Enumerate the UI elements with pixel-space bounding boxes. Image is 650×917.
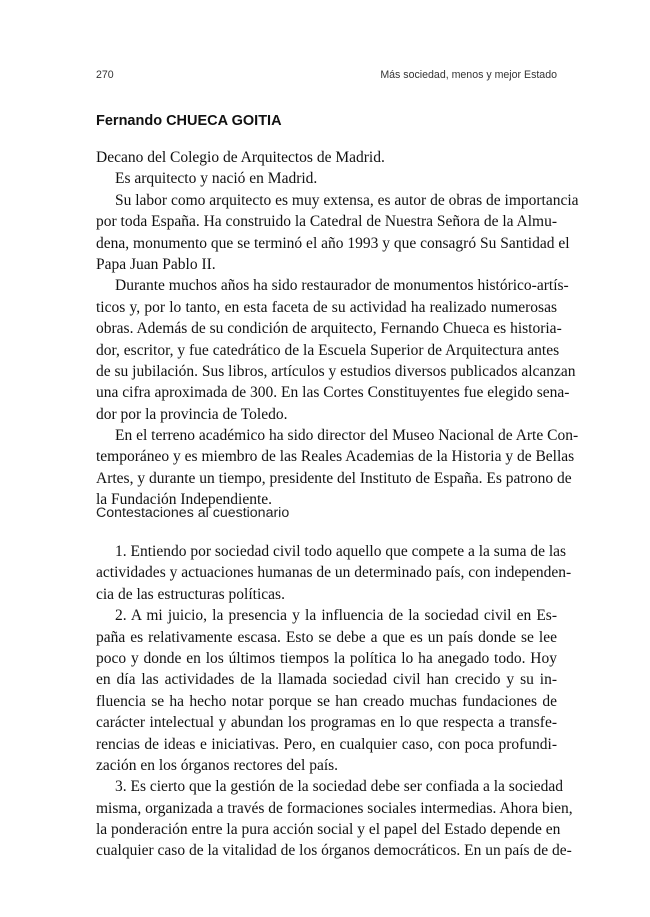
text-line: 3. Es cierto que la gestión de la sociedad debe ser confiada a la sociedad bbox=[115, 778, 564, 796]
page-number: 270 bbox=[96, 69, 114, 81]
text-line: misma, organizada a través de formaciones sociales intermedias. Ahora bien, bbox=[96, 799, 573, 817]
text-line: 1. Entiendo por sociedad civil todo aquello que compete a la suma de las bbox=[115, 543, 567, 560]
text-line: temporáneo y es miembro de las Reales Academias de la Historia y de Bellas bbox=[96, 448, 575, 466]
text-line: cualquier caso de la vitalidad de los órganos democráticos. En un país de de- bbox=[96, 842, 572, 860]
text-line: fluencia se ha hecho notar porque se han creado muchas fundaciones de bbox=[96, 692, 557, 710]
text-line: por toda España. Ha construido la Catedral de Nuestra Señora de la Almu- bbox=[96, 213, 557, 231]
text-line: 2. A mi juicio, la presencia y la influencia de la sociedad civil en Es- bbox=[115, 607, 557, 625]
text-line: actividades y actuaciones humanas de un determinado país, con independen- bbox=[96, 564, 572, 582]
text-line: de su jubilación. Sus libros, artículos y estudios diversos publicados alcanzan bbox=[96, 362, 576, 380]
answers-text bbox=[96, 541, 573, 862]
text-line: ticos y, por lo tanto, en esta faceta de su actividad ha realizado numerosas bbox=[96, 298, 557, 316]
text-line: paña es relativamente escasa. Esto se debe a que es un país donde se lee bbox=[96, 628, 557, 646]
text-line: En el terreno académico ha sido director del Museo Nacional de Arte Con- bbox=[115, 427, 579, 445]
text-line: Artes, y durante un tiempo, presidente del Instituto de España. Es patrono de bbox=[96, 469, 572, 487]
text-line: poco y donde en los últimos tiempos la política lo ha anegado todo. Hoy bbox=[96, 649, 557, 667]
text-line: obras. Además de su condición de arquitecto, Fernando Chueca es historia- bbox=[96, 320, 562, 338]
text-line: dor, escritor, y fue catedrático de la Escuela Superior de Arquitectura antes bbox=[96, 341, 560, 359]
text-line: Papa Juan Pablo II. bbox=[96, 255, 216, 273]
running-title: Más sociedad, menos y mejor Estado bbox=[380, 69, 557, 81]
text-line: la Fundación Independiente. bbox=[96, 491, 273, 509]
text-line: carácter intelectual y abundan los programas en lo que respecta a transfe- bbox=[96, 714, 557, 732]
text-line: una cifra aproximada de 300. En las Cortes Constituyentes fue elegido sena- bbox=[96, 384, 570, 402]
biography-text bbox=[96, 147, 579, 511]
text-line: Decano del Colegio de Arquitectos de Madrid. bbox=[96, 149, 385, 166]
text-line: Es arquitecto y nació en Madrid. bbox=[115, 170, 318, 188]
text-line: rencias de ideas e iniciativas. Pero, en cualquier caso, con poca profundi- bbox=[96, 735, 557, 753]
text-line: Durante muchos años ha sido restaurador de monumentos histórico-artís- bbox=[115, 277, 569, 295]
author-name: Fernando CHUECA GOITIA bbox=[96, 113, 282, 129]
section-heading: Contestaciones al cuestionario bbox=[96, 505, 290, 521]
text-line: en día las actividades de la llamada sociedad civil han crecido y su in- bbox=[96, 671, 557, 689]
text-line: cia de las estructuras políticas. bbox=[96, 585, 285, 603]
running-head bbox=[96, 69, 557, 85]
text-line: zación en los órganos rectores del país. bbox=[96, 756, 339, 774]
text-line: dena, monumento que se terminó el año 1993 y que consagró Su Santidad el bbox=[96, 234, 570, 252]
text-line: la ponderación entre la pura acción social y el papel del Estado depende en bbox=[96, 821, 561, 839]
text-line: Su labor como arquitecto es muy extensa, es autor de obras de importancia bbox=[115, 191, 579, 209]
text-line: dor por la provincia de Toledo. bbox=[96, 405, 288, 423]
